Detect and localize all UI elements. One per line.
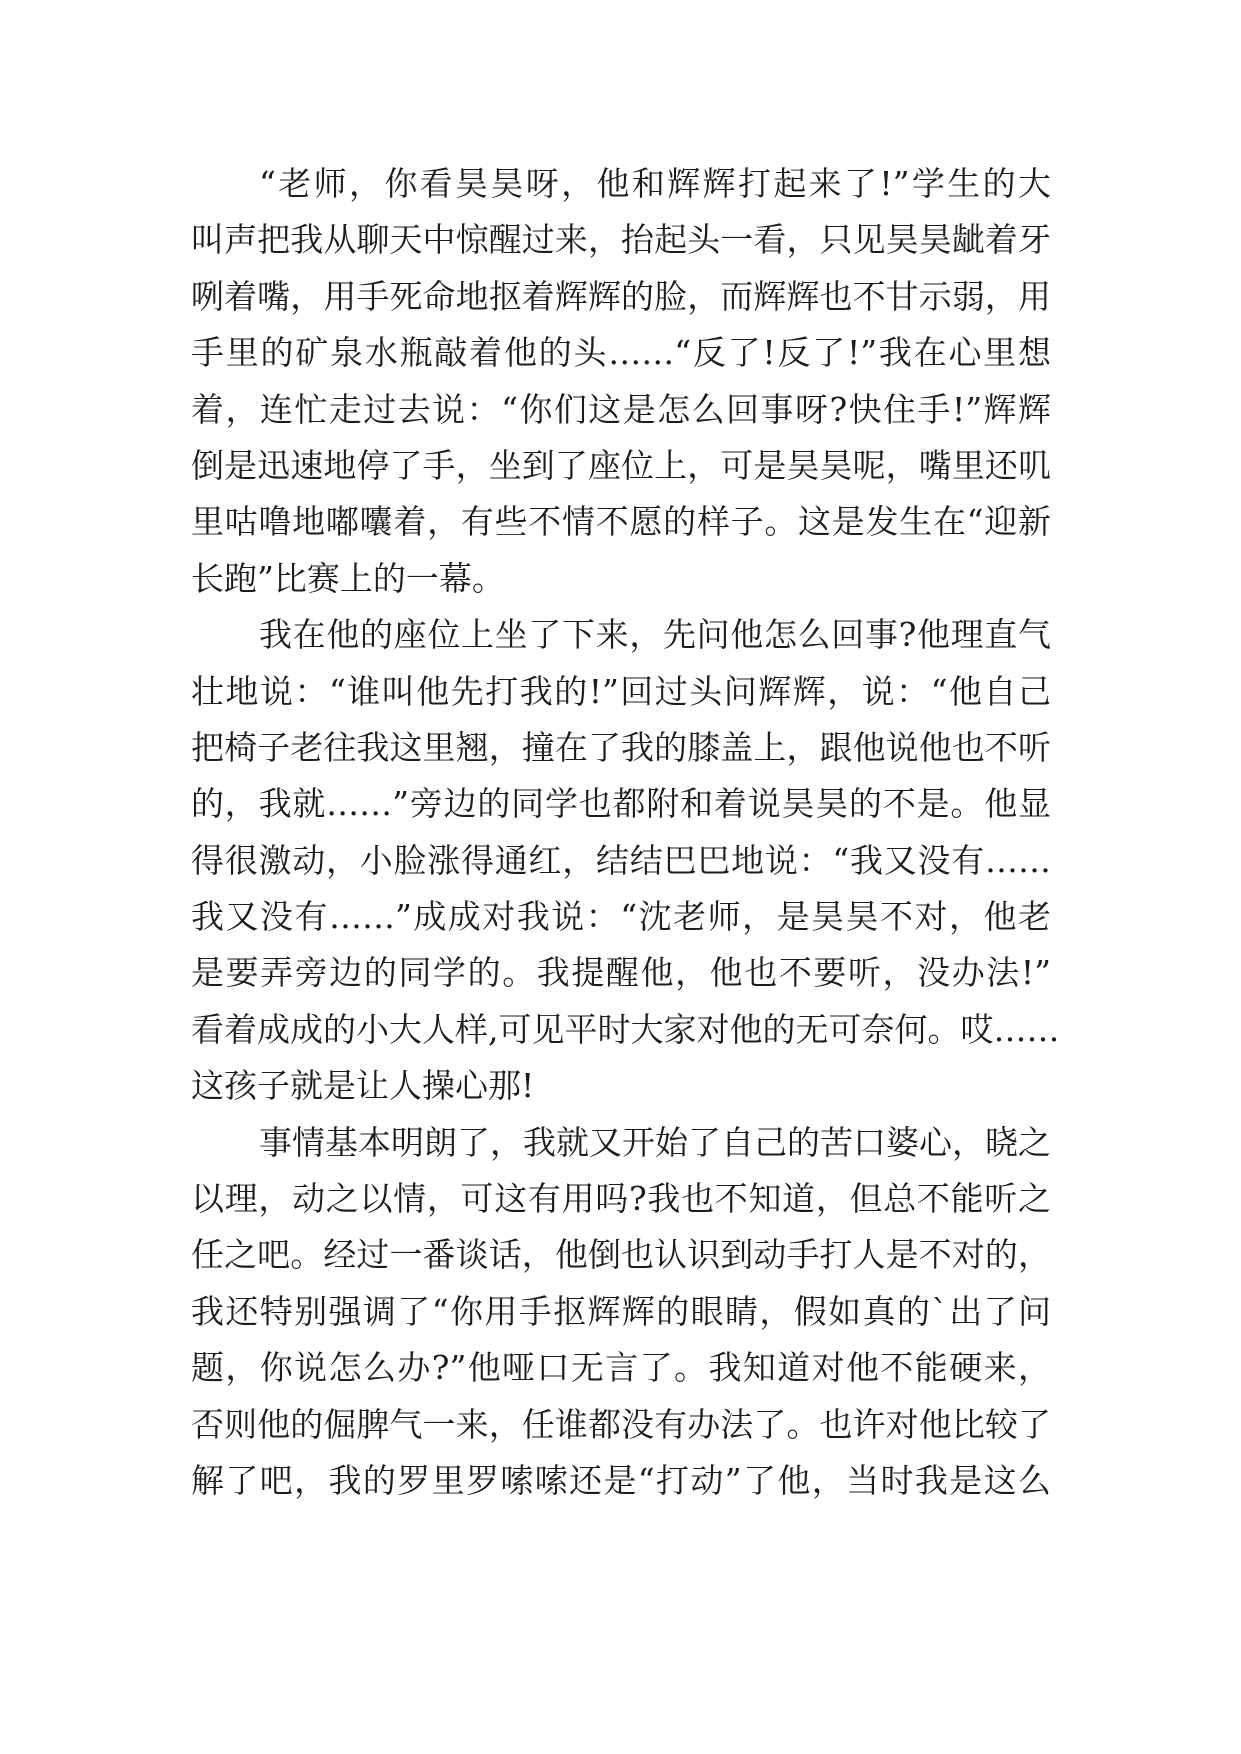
paragraph-3 bbox=[191, 1115, 1051, 1510]
text-line: 任之吧。经过一番谈话，他倒也认识到动手打人是不对的， bbox=[191, 1235, 1051, 1275]
text-line: 着，连忙走过去说：“你们这是怎么回事呀?快住手!”辉辉 bbox=[191, 389, 1051, 429]
text-line: 手里的矿泉水瓶敲着他的头……“反了!反了!”我在心里想 bbox=[191, 333, 1051, 373]
text-line: 解了吧，我的罗里罗嗦嗦还是“打动”了他，当时我是这么 bbox=[191, 1460, 1051, 1500]
text-line: 得很激动，小脸涨得通红，结结巴巴地说：“我又没有…… bbox=[191, 840, 1051, 880]
text-line: 壮地说：“谁叫他先打我的!”回过头问辉辉，说：“他自己 bbox=[191, 671, 1051, 711]
text-line: 倒是迅速地停了手，坐到了座位上，可是昊昊呢，嘴里还叽 bbox=[191, 445, 1051, 485]
paragraph-2 bbox=[191, 607, 1060, 1115]
text-line: 里咕噜地嘟囔着，有些不情不愿的样子。这是发生在“迎新 bbox=[191, 502, 1051, 542]
text-line: 这孩子就是让人操心那! bbox=[191, 1066, 535, 1106]
text-line: 我在他的座位上坐了下来，先问他怎么回事?他理直气 bbox=[259, 615, 1051, 655]
text-line: 长跑”比赛上的一幕。 bbox=[191, 558, 505, 598]
text-line: 我又没有……”成成对我说：“沈老师，是昊昊不对，他老 bbox=[191, 897, 1051, 937]
text-line: “老师，你看昊昊呀，他和辉辉打起来了!”学生的大 bbox=[259, 164, 1051, 203]
text-line: 以理，动之以情，可这有用吗?我也不知道，但总不能听之 bbox=[191, 1179, 1051, 1219]
text-line: 我还特别强调了“你用手抠辉辉的眼睛，假如真的`出了问 bbox=[191, 1291, 1051, 1331]
text-line: 的，我就……”旁边的同学也都附和着说昊昊的不是。他显 bbox=[191, 784, 1051, 824]
text-line: 看着成成的小大人样,可见平时大家对他的无可奈何。哎…… bbox=[191, 1009, 1060, 1049]
text-line: 事情基本明朗了，我就又开始了自己的苦口婆心，晓之 bbox=[259, 1122, 1051, 1162]
text-line: 把椅子老往我这里翘，撞在了我的膝盖上，跟他说他也不听 bbox=[191, 727, 1051, 767]
body-text bbox=[191, 156, 1060, 1509]
text-line: 题，你说怎么办?”他哑口无言了。我知道对他不能硬来， bbox=[191, 1348, 1051, 1388]
text-line: 否则他的倔脾气一来，任谁都没有办法了。也许对他比较了 bbox=[191, 1404, 1051, 1444]
text-line: 是要弄旁边的同学的。我提醒他，他也不要听，没办法!” bbox=[191, 953, 1051, 993]
text-line: 咧着嘴，用手死命地抠着辉辉的脸，而辉辉也不甘示弱，用 bbox=[191, 276, 1051, 316]
paragraph-1 bbox=[191, 156, 1051, 607]
text-line: 叫声把我从聊天中惊醒过来，抬起头一看，只见昊昊龇着牙 bbox=[191, 220, 1051, 260]
